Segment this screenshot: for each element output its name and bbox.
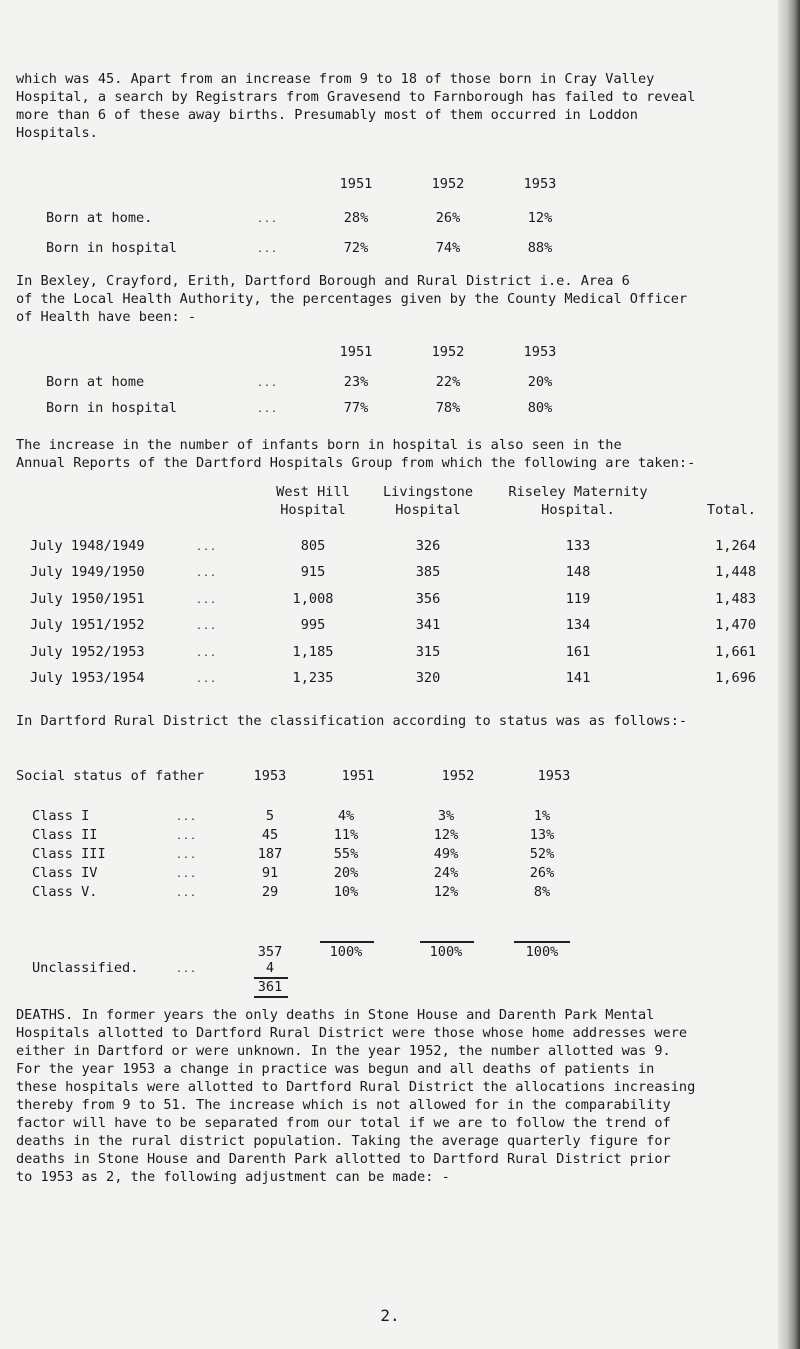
paragraph-status: In Dartford Rural District the classification according to status was as follows:-: [16, 713, 688, 729]
t1-row-dots: ...: [257, 214, 279, 225]
t3-cell: 915: [300, 564, 326, 581]
t1-cell: 74%: [435, 240, 461, 256]
t3-row-period: July 1951/1952: [30, 617, 145, 634]
t4-cell: 20%: [333, 865, 359, 881]
t3-row-period: July 1948/1949: [30, 538, 145, 554]
t2-cell: 80%: [527, 400, 553, 416]
scan-shadow-edge: [778, 0, 800, 1349]
t4-cell: 3%: [437, 808, 455, 824]
t4-cell: 12%: [433, 827, 459, 843]
t4-rule-1951: [320, 941, 374, 943]
t3-cell: 995: [300, 617, 326, 634]
t4-header-status: Social status of father: [16, 768, 205, 784]
t3-row-period: July 1950/1951: [30, 590, 145, 607]
t2-year-1952: 1952: [431, 344, 465, 360]
t4-cell: 52%: [529, 846, 555, 862]
t3-row-dots: ...: [196, 647, 218, 659]
t4-row-label: Class IV: [32, 865, 98, 881]
t2-row-dots: ...: [257, 378, 279, 389]
t3-header-line1: Livingstone: [382, 484, 474, 500]
page-number: 2.: [380, 1306, 400, 1325]
paragraph-area-6: In Bexley, Crayford, Erith, Dartford Borough and Rural District i.e. Area 6 of the Local Health Authority, the percentages given by the County Medical Officer of Health have been: -: [16, 273, 688, 325]
t4-total-pct: 100%: [525, 944, 559, 960]
t3-cell: 1,696: [715, 670, 756, 686]
t4-header-year: 1951: [341, 768, 375, 784]
t2-cell: 22%: [435, 374, 461, 390]
t4-rule-1953: [514, 941, 570, 943]
t3-cell: 1,185: [292, 643, 334, 660]
t3-cell: 119: [565, 590, 591, 607]
t3-row-dots: ...: [196, 542, 218, 553]
t1-year-1951: 1951: [339, 176, 373, 192]
t3-cell: 326: [415, 538, 441, 554]
t3-row-dots: ...: [196, 621, 218, 633]
t2-cell: 78%: [435, 400, 461, 416]
t2-row-label: Born in hospital: [46, 400, 177, 416]
t3-cell: 320: [415, 670, 441, 686]
t1-cell: 88%: [527, 240, 553, 256]
t4-row-dots: ...: [176, 831, 198, 842]
t4-cell: 10%: [333, 884, 359, 900]
t4-header-year: 1953: [253, 768, 287, 784]
t4-row-label: Class I: [32, 808, 90, 824]
t3-cell: 1,264: [715, 538, 756, 554]
t2-cell: 23%: [343, 374, 369, 390]
t4-row-dots: ...: [176, 812, 198, 823]
t1-row-dots: ...: [257, 244, 279, 255]
t1-cell: 28%: [343, 210, 369, 226]
t2-cell: 20%: [527, 374, 553, 390]
t4-cell: 11%: [333, 827, 359, 843]
t3-cell: 1,661: [715, 643, 756, 660]
t2-row-label: Born at home: [46, 374, 145, 390]
t3-row-period: July 1952/1953: [30, 643, 145, 660]
t4-row-dots: ...: [176, 888, 198, 899]
t1-cell: 26%: [435, 210, 461, 226]
t3-header-line1: Riseley Maternity: [508, 484, 648, 500]
t4-cell: 187: [257, 846, 283, 862]
t3-cell: 1,008: [292, 590, 334, 607]
t4-subtotal: 357: [257, 944, 283, 960]
t4-cell: 8%: [533, 884, 551, 900]
t3-cell: 805: [300, 538, 326, 554]
t3-cell: 1,448: [715, 564, 756, 581]
t4-cell: 4%: [337, 808, 355, 824]
t4-cell: 55%: [333, 846, 359, 862]
t3-cell: 141: [565, 670, 591, 686]
t3-cell: 148: [565, 564, 591, 581]
t2-cell: 77%: [343, 400, 369, 416]
t4-total-pct: 100%: [429, 944, 463, 960]
t3-row-period: July 1949/1950: [30, 564, 145, 581]
paragraph-deaths: DEATHS. In former years the only deaths in Stone House and Darenth Park Mental Hospitals allotted to Dartford Rural District were those whose home addresses were either in Dartford or were unknown. In the year 1952, the number allotted was 9. For the year 1953 a change in practice was begun and all deaths of patients in these hospitals were allotted to Dartford Rural District the allocations increasing thereby from 9 to 51. The increase which is not allowed for in the comparability factor will have to be separated from our total if we are to follow the trend of deaths in the rural district population. Taking the average quarterly figure for deaths in Stone House and Darenth Park allotted to Dartford Rural District prior to 1953 as 2, the following adjustment can be made: -: [16, 1007, 696, 1185]
t4-row-label: Class II: [32, 827, 98, 843]
t1-row-label: Born at home.: [46, 210, 153, 226]
t4-grand-total: 361: [257, 979, 283, 995]
t3-row-dots: ...: [196, 674, 218, 685]
t4-cell: 12%: [433, 884, 459, 900]
t3-cell: 341: [415, 617, 441, 634]
t4-unclassified-dots: ...: [176, 964, 198, 975]
t3-cell: 134: [565, 617, 591, 634]
paragraph-hospitals-group: The increase in the number of infants born in hospital is also seen in the Annual Reports of the Dartford Hospitals Group from which the following are taken:-: [16, 437, 696, 471]
t4-cell: 1%: [533, 808, 551, 824]
t4-unclassified-label: Unclassified.: [32, 960, 139, 976]
t4-row-dots: ...: [176, 850, 198, 861]
t1-year-1952: 1952: [431, 176, 465, 192]
t3-cell: 315: [415, 643, 441, 660]
intro-paragraph: which was 45. Apart from an increase from 9 to 18 of those born in Cray Valley Hospital, a search by Registrars from Gravesend to Farnborough has failed to reveal more than 6 of these away births. Presumably most of them occurred in Loddon Hospitals.: [16, 71, 696, 141]
t4-row-dots: ...: [176, 869, 198, 880]
t4-unclassified-value: 4: [265, 960, 275, 976]
t1-cell: 12%: [527, 210, 553, 226]
t3-cell: 161: [565, 643, 591, 660]
t4-row-label: Class V.: [32, 884, 98, 900]
t2-year-1953: 1953: [523, 344, 557, 360]
t4-cell: 29: [261, 884, 279, 900]
t4-cell: 49%: [433, 846, 459, 862]
t4-cell: 5: [265, 808, 275, 824]
t3-cell: 1,235: [292, 670, 334, 686]
t4-header-year: 1952: [441, 768, 475, 784]
t3-row-period: July 1953/1954: [30, 670, 145, 686]
t3-header-line2: Hospital: [280, 502, 346, 518]
t3-cell: 385: [415, 564, 441, 581]
t3-row-dots: ...: [196, 594, 218, 606]
t1-row-label: Born in hospital: [46, 240, 177, 256]
t4-cell: 24%: [433, 865, 459, 881]
t3-cell: 1,470: [715, 617, 756, 634]
t3-cell: 133: [565, 538, 591, 554]
t2-year-1951: 1951: [339, 344, 373, 360]
t4-rule-1952: [420, 941, 474, 943]
t4-header-year: 1953: [537, 768, 571, 784]
t2-row-dots: ...: [257, 404, 279, 415]
t1-cell: 72%: [343, 240, 369, 256]
t3-row-dots: ...: [196, 568, 218, 580]
t3-header-line2: Hospital: [395, 502, 461, 518]
t4-rule-grand-total: [254, 996, 288, 998]
t4-total-pct: 100%: [329, 944, 363, 960]
t3-cell: 1,483: [715, 590, 756, 607]
t4-cell: 13%: [529, 827, 555, 843]
t3-cell: 356: [415, 590, 441, 607]
t4-cell: 91: [261, 865, 279, 881]
t3-header-line2: Hospital.: [541, 502, 615, 518]
t1-year-1953: 1953: [523, 176, 557, 192]
t4-cell: 45: [261, 827, 279, 843]
t4-row-label: Class III: [32, 846, 106, 862]
t3-header-total: Total.: [706, 502, 756, 518]
t4-cell: 26%: [529, 865, 555, 881]
t3-header-line1: West Hill: [276, 484, 350, 500]
